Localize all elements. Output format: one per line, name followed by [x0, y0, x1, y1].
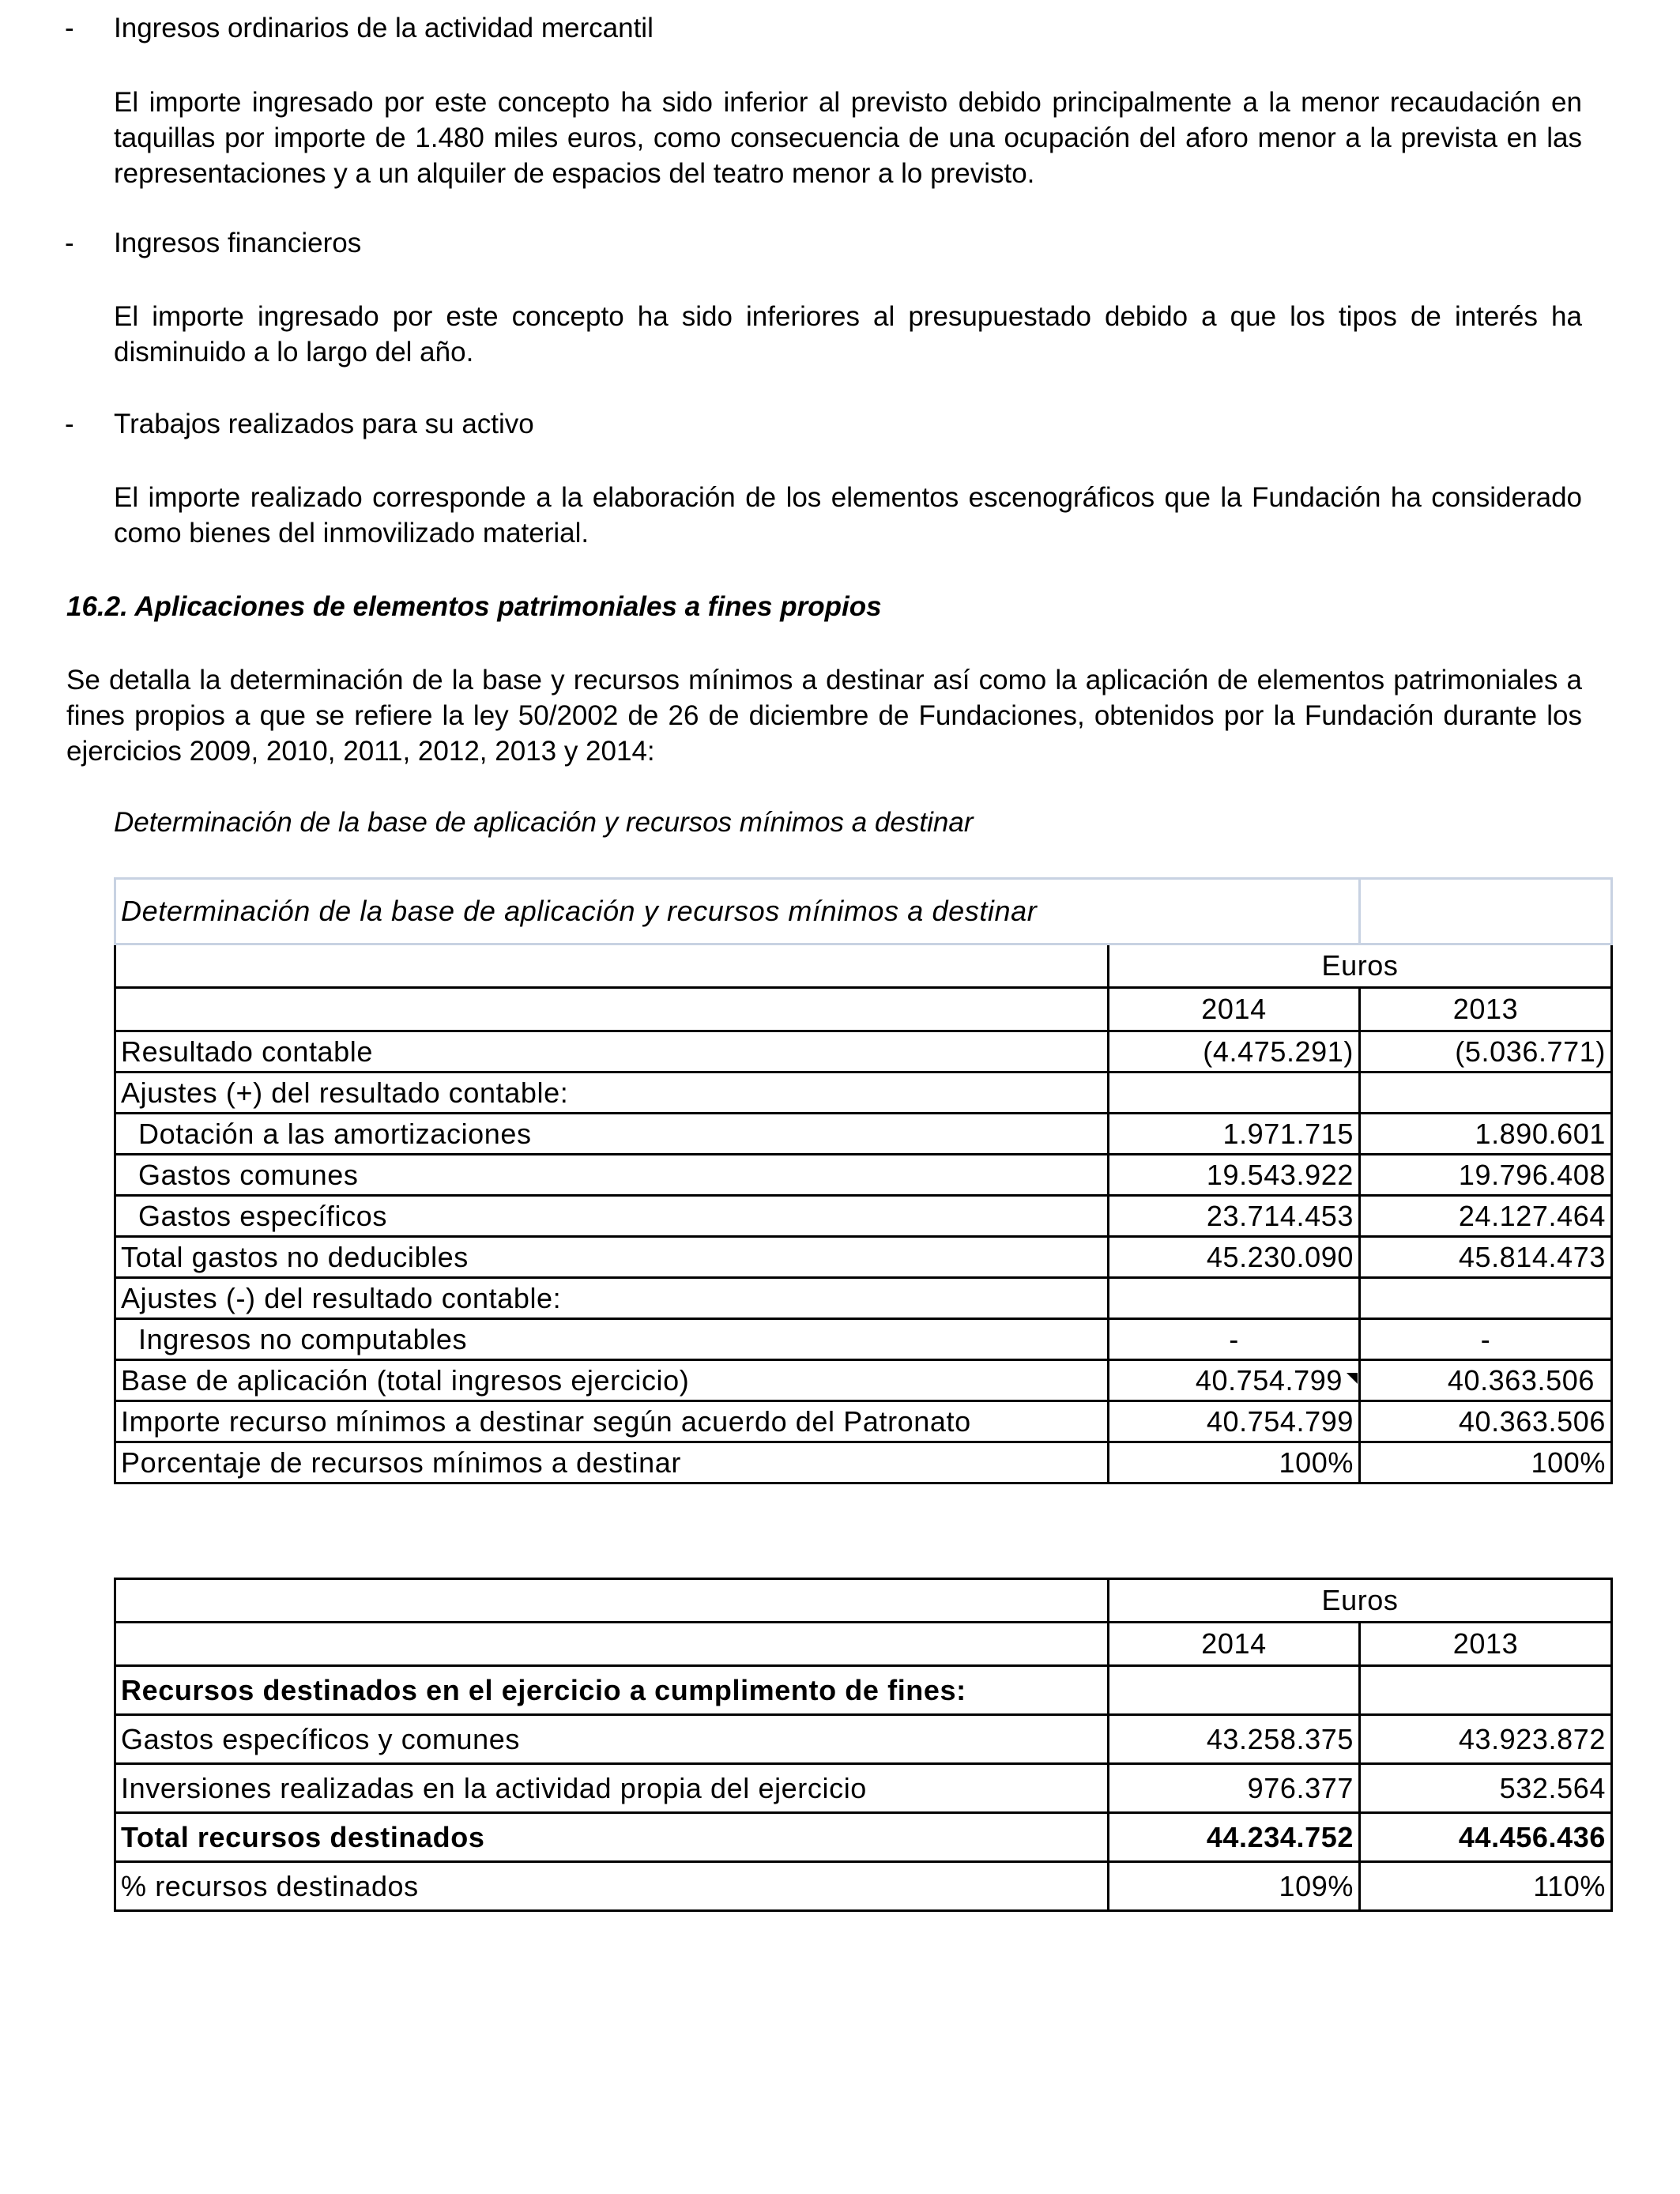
row-label: Total gastos no deducibles: [115, 1237, 1109, 1278]
header-empty: [115, 1623, 1109, 1666]
recursos-destinados-table: [114, 1578, 1613, 1912]
value-2013: [1360, 1666, 1612, 1715]
value-2013: [1360, 1072, 1612, 1114]
row-label: Dotación a las amortizaciones: [115, 1114, 1109, 1155]
row-label: Inversiones realizadas en la actividad propia del ejercicio: [115, 1764, 1109, 1813]
paragraph-ingresos-ordinarios: El importe ingresado por este concepto ha sido inferior al previsto debido principalmente a la menor recaudación en taquillas por importe de 1.480 miles euros, como consecuencia de una ocupación del aforo menor a la prevista en las representaciones y a un alquiler de espacios del teatro menor a lo previsto.: [114, 87, 1582, 189]
row-label: Gastos específicos y comunes: [115, 1715, 1109, 1764]
value-2014: 45.230.090: [1109, 1237, 1360, 1278]
table-row: [115, 1114, 1612, 1155]
row-label: Ajustes (-) del resultado contable:: [115, 1278, 1109, 1319]
year-2014-header: 2014: [1109, 1623, 1360, 1666]
value-2013: [1360, 1278, 1612, 1319]
value-2014: 19.543.922: [1109, 1155, 1360, 1196]
value-2013: 40.363.506: [1360, 1401, 1612, 1442]
table-row: [115, 1155, 1612, 1196]
value-2014: 40.754.799: [1109, 1360, 1360, 1401]
row-label: Ingresos no computables: [115, 1319, 1109, 1360]
table-row: [115, 1401, 1612, 1442]
value-2013: 44.456.436: [1360, 1813, 1612, 1862]
table-row: [115, 1764, 1612, 1813]
bullet-title: Ingresos financieros: [114, 228, 362, 258]
table-row: [115, 1072, 1612, 1114]
value-2013: (5.036.771): [1360, 1031, 1612, 1072]
bullet-dash: -: [65, 13, 74, 43]
value-2013: 110%: [1360, 1862, 1612, 1911]
value-2014: 100%: [1109, 1442, 1360, 1483]
value-2014: 44.234.752: [1109, 1813, 1360, 1862]
value-2014: 1.971.715: [1109, 1114, 1360, 1155]
table-row: [115, 1360, 1612, 1401]
table-row: [115, 1196, 1612, 1237]
bullet-title: Ingresos ordinarios de la actividad mercantil: [114, 13, 654, 43]
value-2013: 1.890.601: [1360, 1114, 1612, 1155]
table-row: [115, 1319, 1612, 1360]
table-row: [115, 1442, 1612, 1483]
bullet-title: Trabajos realizados para su activo: [114, 409, 534, 439]
row-label: Ajustes (+) del resultado contable:: [115, 1072, 1109, 1114]
value-2014: 40.754.799: [1109, 1401, 1360, 1442]
table-caption: Determinación de la base de aplicación y recursos mínimos a destinar: [115, 879, 1360, 944]
year-2013-header: 2013: [1360, 1623, 1612, 1666]
row-label: Base de aplicación (total ingresos ejercicio): [115, 1360, 1109, 1401]
table-row: [115, 1278, 1612, 1319]
header-empty: [115, 1579, 1109, 1623]
table-subheading: Determinación de la base de aplicación y recursos mínimos a destinar: [114, 807, 974, 838]
bullet-dash: -: [65, 409, 74, 439]
row-label: Resultado contable: [115, 1031, 1109, 1072]
value-2014: 109%: [1109, 1862, 1360, 1911]
row-label: % recursos destinados: [115, 1862, 1109, 1911]
value-2014: (4.475.291): [1109, 1031, 1360, 1072]
value-2013: -: [1360, 1319, 1612, 1360]
value-2013: 40.363.506: [1360, 1360, 1612, 1401]
currency-header: Euros: [1109, 944, 1612, 988]
year-2014-header: 2014: [1109, 988, 1360, 1031]
value-2013: 43.923.872: [1360, 1715, 1612, 1764]
paragraph-trabajos-realizados: El importe realizado corresponde a la elaboración de los elementos escenográficos que la Fundación ha considerado como bienes del inmovilizado material.: [114, 482, 1582, 548]
value-2014: [1109, 1666, 1360, 1715]
base-aplicacion-table: [114, 877, 1613, 1484]
table-row: [115, 1031, 1612, 1072]
paragraph-ingresos-financieros: El importe ingresado por este concepto ha sido inferiores al presupuestado debido a que los tipos de interés ha disminuido a lo largo del año.: [114, 301, 1582, 368]
value-2014: [1109, 1278, 1360, 1319]
row-label: Total recursos destinados: [115, 1813, 1109, 1862]
value-2013: 532.564: [1360, 1764, 1612, 1813]
value-2013: 24.127.464: [1360, 1196, 1612, 1237]
table-row: [115, 1862, 1612, 1911]
table-row: [115, 1237, 1612, 1278]
table-header-row: [115, 944, 1612, 988]
value-2014: 976.377: [1109, 1764, 1360, 1813]
value-2014: [1109, 1072, 1360, 1114]
table-header-row: [115, 1579, 1612, 1623]
intro-paragraph: Se detalla la determinación de la base y recursos mínimos a destinar así como la aplicación de elementos patrimoniales a fines propios a que se refiere la ley 50/2002 de 26 de diciembre de Fundaciones, obtenidos por la Fundación durante los ejercicios 2009, 2010, 2011, 2012, 2013 y 2014:: [66, 665, 1582, 767]
row-label: Porcentaje de recursos mínimos a destinar: [115, 1442, 1109, 1483]
header-empty: [115, 988, 1109, 1031]
section-heading: 16.2. Aplicaciones de elementos patrimoniales a fines propios: [66, 591, 882, 622]
value-2013: 100%: [1360, 1442, 1612, 1483]
year-2013-header: 2013: [1360, 988, 1612, 1031]
value-2014: 43.258.375: [1109, 1715, 1360, 1764]
table-caption-empty: [1360, 879, 1612, 944]
header-empty: [115, 944, 1109, 988]
cell-comment-marker: [1347, 1373, 1358, 1384]
value-2013: 19.796.408: [1360, 1155, 1612, 1196]
table-caption-row: [115, 879, 1612, 944]
table-row: [115, 1666, 1612, 1715]
value-2014: 23.714.453: [1109, 1196, 1360, 1237]
value-2013: 45.814.473: [1360, 1237, 1612, 1278]
row-label: Importe recurso mínimos a destinar según acuerdo del Patronato: [115, 1401, 1109, 1442]
bullet-dash: -: [65, 228, 74, 258]
row-label: Gastos comunes: [115, 1155, 1109, 1196]
row-label: Gastos específicos: [115, 1196, 1109, 1237]
currency-header: Euros: [1109, 1579, 1612, 1623]
table-row: [115, 1715, 1612, 1764]
value-2014: -: [1109, 1319, 1360, 1360]
row-label: Recursos destinados en el ejercicio a cumplimento de fines:: [115, 1666, 1109, 1715]
table-row: [115, 1813, 1612, 1862]
table-year-row: [115, 1623, 1612, 1666]
table-year-row: [115, 988, 1612, 1031]
